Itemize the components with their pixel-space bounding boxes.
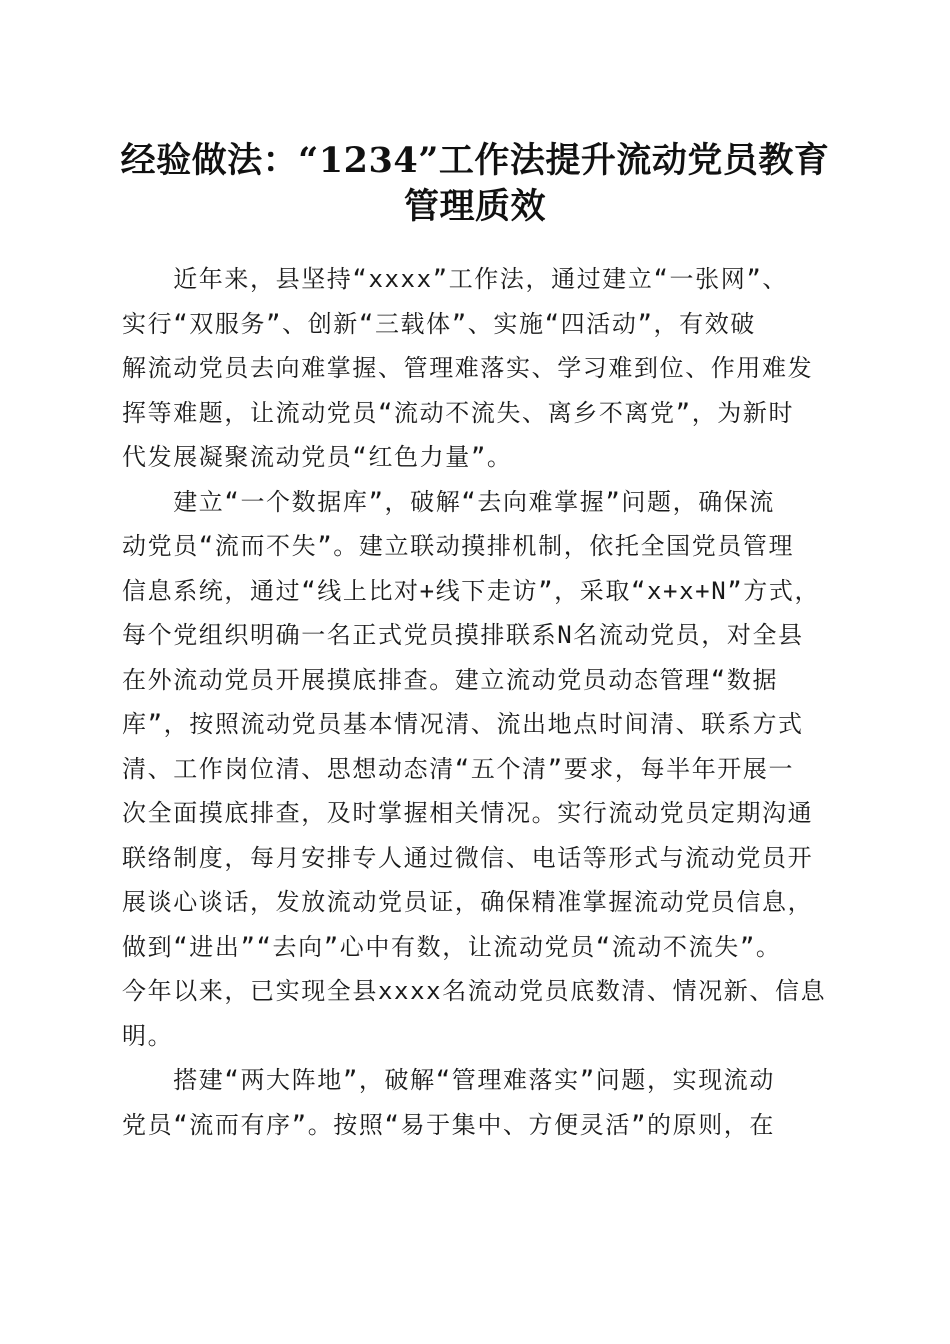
text-line: 做到“进出”“去向”心中有数，让流动党员“流动不流失”。 — [122, 932, 782, 961]
title-line-2: 管理质效 — [403, 186, 546, 227]
text-line: 实行“双服务”、创新“三载体”、实施“四活动”，有效破 — [122, 309, 756, 338]
text-line: 展谈心谈话，发放流动党员证，确保精准掌握流动党员信息， — [122, 888, 814, 916]
text-line: 联络制度，每月安排专人通过微信、电话等形式与流动党员开 — [122, 843, 814, 872]
text-line: 信息系统，通过“线上比对+线下走访”，采取“x+x+N”方式， — [122, 576, 821, 605]
text-line: 今年以来，已实现全县xxxx名流动党员底数清、情况新、信息 — [122, 977, 827, 1005]
text-line: 解流动党员去向难掌握、管理难落实、学习难到位、作用难发 — [122, 354, 814, 382]
text-line: 每个党组织明确一名正式党员摸排联系N名流动党员，对全县 — [122, 621, 804, 649]
document-body — [122, 257, 828, 1147]
text-line: 挥等难题，让流动党员“流动不流失、离乡不离党”，为新时 — [122, 398, 795, 427]
text-line: 明。 — [122, 1021, 174, 1050]
text-line: 在外流动党员开展摸底排查。建立流动党员动态管理“数据 — [122, 665, 779, 694]
text-line: 党员“流而有序”。按照“易于集中、方便灵活”的原则，在 — [122, 1110, 775, 1139]
title-line-1: 经验做法：“1234”工作法提升流动党员教育 — [120, 140, 830, 181]
paragraph-positions — [122, 1058, 828, 1147]
document-title — [100, 138, 850, 230]
paragraph-database — [122, 480, 828, 1059]
text-line: 近年来，县坚持“xxxx”工作法，通过建立“一张网”、 — [122, 265, 788, 293]
text-line: 动党员“流而不失”。建立联动摸排机制，依托全国党员管理 — [122, 532, 795, 560]
text-line: 代发展凝聚流动党员“红色力量”。 — [122, 443, 513, 471]
text-line: 清、工作岗位清、思想动态清“五个清”要求，每半年开展一 — [122, 754, 795, 783]
paragraph-intro — [122, 257, 828, 480]
text-line: 库”，按照流动党员基本情况清、流出地点时间清、联系方式 — [122, 710, 804, 738]
text-line: 次全面摸底排查，及时掌握相关情况。实行流动党员定期沟通 — [122, 799, 814, 827]
text-line: 搭建“两大阵地”，破解“管理难落实”问题，实现流动 — [122, 1066, 775, 1094]
text-line: 建立“一个数据库”，破解“去向难掌握”问题，确保流 — [122, 487, 775, 516]
